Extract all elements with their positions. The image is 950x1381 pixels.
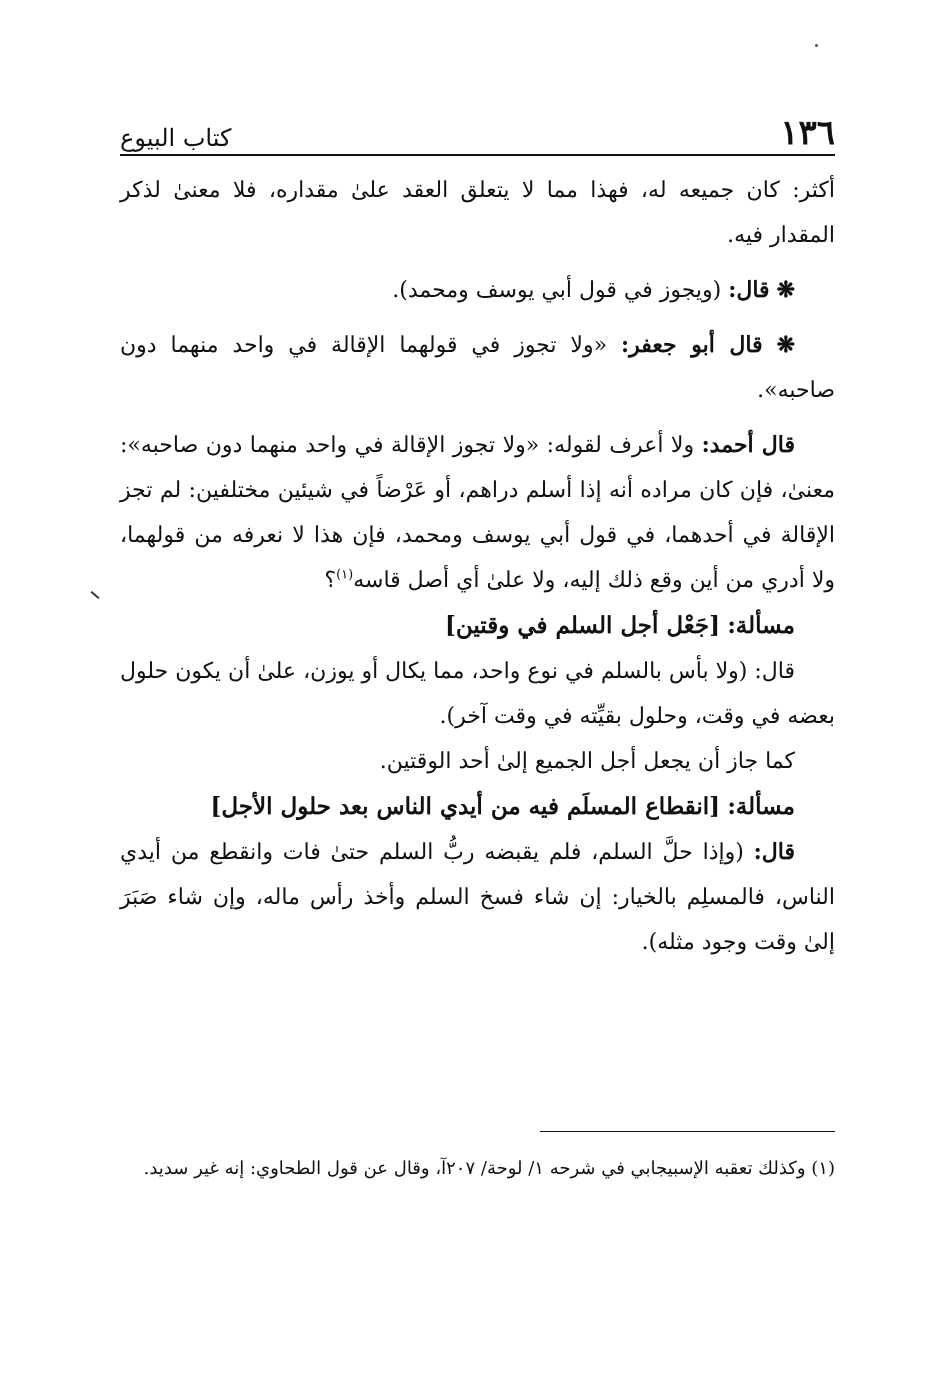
paragraph-explanation: كما جاز أن يجعل أجل الجميع إلىٰ أحد الوقتين. <box>379 749 795 774</box>
page-number: ١٣٦ <box>780 113 835 153</box>
speaker-label: قال: <box>728 277 770 303</box>
footnote-separator <box>540 1131 835 1132</box>
issue-label: مسألة: <box>727 793 795 820</box>
commentary-text: ولا أعرف لقوله: «ولا تجوز الإقالة في واحد منهما دون صاحبه»: معنىٰ، فإن كان مراده أنه إذا أسلم دراهم، أو عَرْضاً في شيئين مختلفين: لم تجز الإقالة في أحدهما، في قول أبي يوسف ومحمد، فإن هذا لا نعرفه من قولهما، ولا أدري من أين وقع ذلك إليه، ولا علىٰ أي أصل قاسه <box>120 433 835 593</box>
page-header <box>120 100 835 156</box>
issue-heading-1 <box>120 603 835 649</box>
speaker-label: قال أحمد: <box>701 432 796 458</box>
paragraph-qala-1 <box>120 268 835 313</box>
page-body <box>120 168 835 965</box>
commentary-end: ؟ <box>324 568 337 593</box>
asterisk-icon: ❋ <box>776 277 795 303</box>
quote-text: (وإذا حلَّ السلم، فلم يقبضه ربُّ السلم حتىٰ فات وانقطع من أيدي الناس، فالمسلِم بالخيار: إن شاء فسخ السلم وأخذ رأس ماله، وإن شاء صَبَرَ إلىٰ وقت وجود مثله). <box>120 840 835 955</box>
issue-title: [انقطاع المسلَم فيه من أيدي الناس بعد حلول الأجل] <box>210 793 720 820</box>
paragraph-abu-jafar <box>120 323 835 413</box>
paragraph-ahmad <box>120 423 835 603</box>
margin-tick-mark <box>91 591 100 599</box>
speck-mark <box>815 44 818 47</box>
footnote: (١) وكذلك تعقبه الإسبيجابي في شرحه ١/ لوحة/ ٢٠٧آ، وقال عن قول الطحاوي: إنه غير سديد. <box>143 1158 835 1179</box>
paragraph-continuation: أكثر: كان جميعه له، فهذا مما لا يتعلق العقد علىٰ مقداره، فلا معنىٰ لذكر المقدار فيه. <box>120 178 835 248</box>
footnote-ref[interactable]: (١) <box>336 567 354 583</box>
issue-title: [جَعْل أجل السلم في وقتين] <box>444 612 720 639</box>
running-title: كتاب البيوع <box>120 124 232 152</box>
speaker-label: قال: <box>753 839 795 865</box>
quote-text: (ويجوز في قول أبي يوسف ومحمد). <box>392 278 722 303</box>
speaker-label: قال أبو جعفر: <box>621 332 763 358</box>
issue-label: مسألة: <box>727 612 795 639</box>
asterisk-icon: ❋ <box>776 332 795 358</box>
paragraph-qala-2 <box>120 830 835 965</box>
issue-heading-2 <box>120 784 835 830</box>
quote-text: «ولا تجوز في قولهما الإقالة في واحد منهما دون صاحبه». <box>120 333 835 403</box>
paragraph-salam-two-times: قال: (ولا بأس بالسلم في نوع واحد، مما يكال أو يوزن، علىٰ أن يكون حلول بعضه في وقت، وحلول بقيِّته في وقت آخر). <box>120 659 835 729</box>
